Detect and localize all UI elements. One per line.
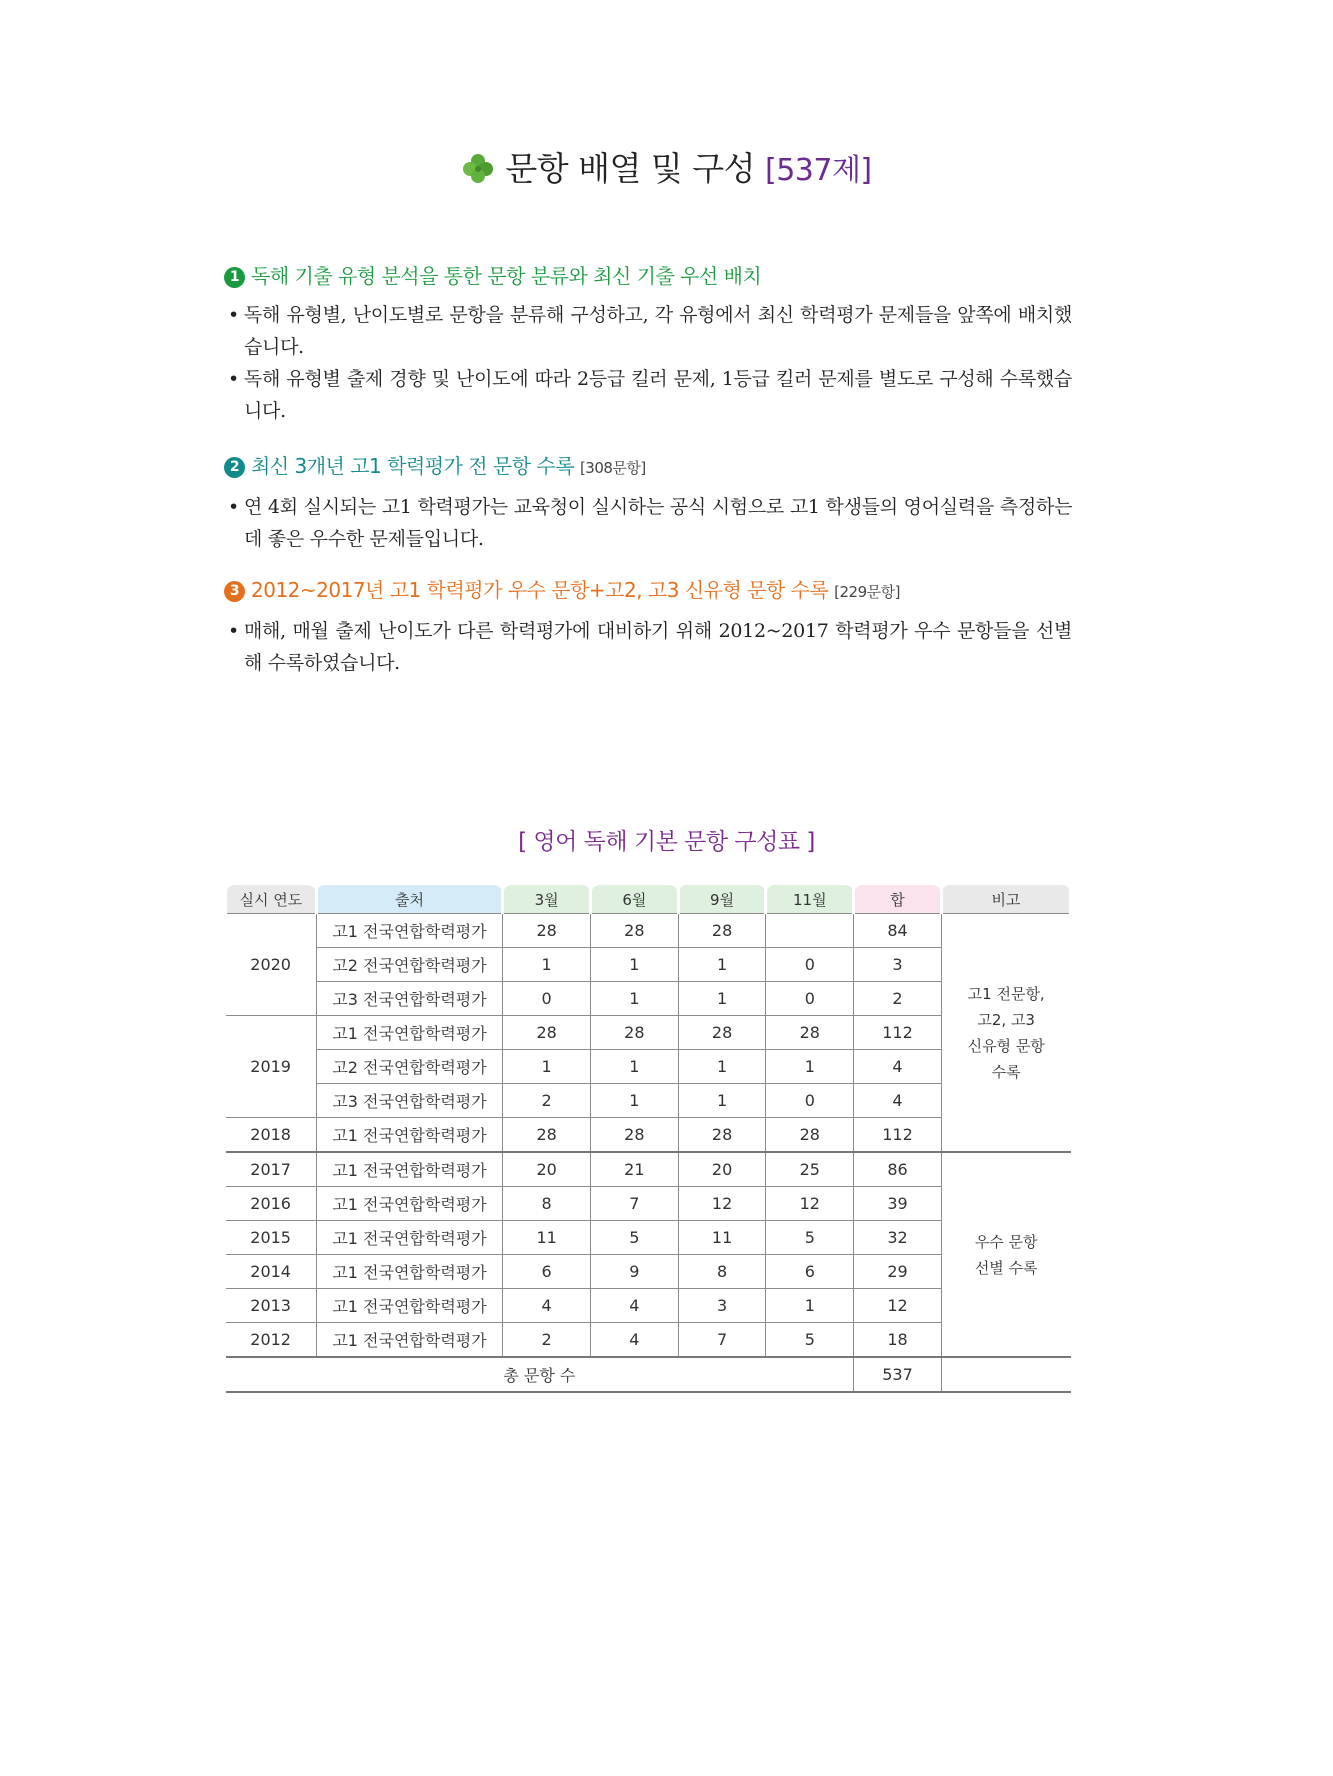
june-cell: 28	[591, 1016, 679, 1050]
november-cell: 5	[766, 1221, 854, 1255]
clover-icon	[461, 152, 495, 194]
note-line: 수록	[991, 1062, 1021, 1081]
june-cell: 9	[591, 1255, 679, 1289]
table-title: [ 영어 독해 기본 문항 구성표 ]	[518, 829, 815, 855]
sum-cell: 84	[854, 914, 942, 948]
note-cell-selected	[941, 1152, 1070, 1357]
section-1-title: 독해 기출 유형 분석을 통한 문항 분류와 최신 기출 우선 배치	[251, 264, 762, 288]
source-cell: 고1 전국연합학력평가	[316, 1118, 503, 1153]
section-2-title: 최신 3개년 고1 학력평가 전 문항 수록	[251, 454, 575, 478]
march-cell: 8	[503, 1187, 591, 1221]
source-cell: 고1 전국연합학력평가	[316, 1323, 503, 1358]
note-cell-recent	[941, 914, 1070, 1153]
november-cell	[766, 914, 854, 948]
header-june: 6월	[591, 885, 679, 914]
march-cell: 28	[503, 914, 591, 948]
november-cell: 0	[766, 1084, 854, 1118]
march-cell: 1	[503, 948, 591, 982]
source-cell: 고1 전국연합학력평가	[316, 914, 503, 948]
note-line: 고1 전문항,	[967, 984, 1045, 1003]
section-1-bullets	[224, 299, 1072, 427]
source-cell: 고1 전국연합학력평가	[316, 1221, 503, 1255]
september-cell: 1	[678, 982, 766, 1016]
june-cell: 4	[591, 1289, 679, 1323]
note-line: 선별 수록	[974, 1258, 1038, 1277]
september-cell: 28	[678, 1118, 766, 1153]
source-cell: 고3 전국연합학력평가	[316, 982, 503, 1016]
header-september: 9월	[678, 885, 766, 914]
september-cell: 28	[678, 914, 766, 948]
source-cell: 고1 전국연합학력평가	[316, 1016, 503, 1050]
june-cell: 4	[591, 1323, 679, 1358]
september-cell: 3	[678, 1289, 766, 1323]
header-note: 비고	[941, 885, 1070, 914]
number-badge-1: 1	[224, 267, 245, 288]
march-cell: 1	[503, 1050, 591, 1084]
number-badge-3: 3	[224, 581, 245, 602]
section-3-bullets	[224, 615, 1072, 679]
march-cell: 28	[503, 1016, 591, 1050]
sum-cell: 4	[854, 1050, 942, 1084]
september-cell: 28	[678, 1016, 766, 1050]
september-cell: 1	[678, 1084, 766, 1118]
november-cell: 0	[766, 982, 854, 1016]
june-cell: 21	[591, 1152, 679, 1187]
sum-cell: 29	[854, 1255, 942, 1289]
september-cell: 7	[678, 1323, 766, 1358]
title-count: [537제]	[764, 153, 872, 188]
header-march: 3월	[503, 885, 591, 914]
sum-cell: 3	[854, 948, 942, 982]
section-3-count: [229문항]	[834, 583, 900, 601]
header-year: 실시 연도	[226, 885, 317, 914]
march-cell: 4	[503, 1289, 591, 1323]
march-cell: 20	[503, 1152, 591, 1187]
november-cell: 1	[766, 1289, 854, 1323]
sum-cell: 18	[854, 1323, 942, 1358]
total-label: 총 문항 수	[226, 1357, 854, 1392]
note-line: 우수 문항	[974, 1232, 1038, 1251]
source-cell: 고1 전국연합학력평가	[316, 1255, 503, 1289]
note-line: 신유형 문항	[967, 1036, 1045, 1055]
section-1-heading	[224, 263, 1072, 289]
source-cell: 고2 전국연합학력평가	[316, 948, 503, 982]
section-2	[224, 453, 1072, 555]
june-cell: 5	[591, 1221, 679, 1255]
september-cell: 20	[678, 1152, 766, 1187]
year-cell: 2018	[226, 1118, 317, 1153]
header-source: 출처	[316, 885, 503, 914]
september-cell: 8	[678, 1255, 766, 1289]
june-cell: 28	[591, 1118, 679, 1153]
page-title	[0, 143, 1333, 194]
bullet-item: • 매해, 매월 출제 난이도가 다른 학력평가에 대비하기 위해 2012~2017 학력평가 우수 문항들을 선별해 수록하였습니다.	[224, 615, 1072, 679]
november-cell: 28	[766, 1118, 854, 1153]
title-main: 문항 배열 및 구성	[505, 149, 755, 188]
september-cell: 12	[678, 1187, 766, 1221]
bullet-item: • 독해 유형별 출제 경향 및 난이도에 따라 2등급 킬러 문제, 1등급 킬러 문제를 별도로 구성해 수록했습니다.	[224, 363, 1072, 427]
header-sum: 합	[854, 885, 942, 914]
year-cell: 2017	[226, 1152, 317, 1187]
march-cell: 0	[503, 982, 591, 1016]
november-cell: 5	[766, 1323, 854, 1358]
composition-table	[224, 885, 1072, 1393]
march-cell: 28	[503, 1118, 591, 1153]
year-cell: 2015	[226, 1221, 317, 1255]
march-cell: 2	[503, 1084, 591, 1118]
june-cell: 28	[591, 914, 679, 948]
sum-cell: 39	[854, 1187, 942, 1221]
june-cell: 7	[591, 1187, 679, 1221]
november-cell: 12	[766, 1187, 854, 1221]
section-3-heading	[224, 577, 1072, 605]
number-badge-2: 2	[224, 457, 245, 478]
table-row	[226, 1152, 1071, 1187]
march-cell: 11	[503, 1221, 591, 1255]
source-cell: 고2 전국연합학력평가	[316, 1050, 503, 1084]
source-cell: 고3 전국연합학력평가	[316, 1084, 503, 1118]
sum-cell: 2	[854, 982, 942, 1016]
year-cell: 2012	[226, 1323, 317, 1358]
november-cell: 1	[766, 1050, 854, 1084]
september-cell: 11	[678, 1221, 766, 1255]
source-cell: 고1 전국연합학력평가	[316, 1152, 503, 1187]
sum-cell: 12	[854, 1289, 942, 1323]
june-cell: 1	[591, 982, 679, 1016]
bullet-item: • 연 4회 실시되는 고1 학력평가는 교육청이 실시하는 공식 시험으로 고1 학생들의 영어실력을 측정하는 데 좋은 우수한 문제들입니다.	[224, 491, 1072, 555]
sum-cell: 4	[854, 1084, 942, 1118]
year-cell: 2014	[226, 1255, 317, 1289]
section-2-bullets	[224, 491, 1072, 555]
november-cell: 25	[766, 1152, 854, 1187]
section-2-heading	[224, 453, 1072, 481]
june-cell: 1	[591, 948, 679, 982]
year-cell: 2019	[226, 1016, 317, 1118]
header-november: 11월	[766, 885, 854, 914]
march-cell: 6	[503, 1255, 591, 1289]
section-3-title: 2012~2017년 고1 학력평가 우수 문항+고2, 고3 신유형 문항 수록	[251, 578, 829, 602]
sum-cell: 86	[854, 1152, 942, 1187]
source-cell: 고1 전국연합학력평가	[316, 1187, 503, 1221]
june-cell: 1	[591, 1084, 679, 1118]
section-1	[224, 263, 1072, 427]
source-cell: 고1 전국연합학력평가	[316, 1289, 503, 1323]
bullet-item: • 독해 유형별, 난이도별로 문항을 분류해 구성하고, 각 유형에서 최신 학력평가 문제들을 앞쪽에 배치했습니다.	[224, 299, 1072, 363]
total-row	[226, 1357, 1071, 1392]
table-header-row	[226, 885, 1071, 914]
year-cell: 2013	[226, 1289, 317, 1323]
table-row	[226, 914, 1071, 948]
section-3	[224, 577, 1072, 679]
september-cell: 1	[678, 1050, 766, 1084]
march-cell: 2	[503, 1323, 591, 1358]
november-cell: 0	[766, 948, 854, 982]
june-cell: 1	[591, 1050, 679, 1084]
note-line: 고2, 고3	[977, 1010, 1035, 1029]
sum-cell: 112	[854, 1016, 942, 1050]
year-cell: 2020	[226, 914, 317, 1016]
section-2-count: [308문항]	[579, 459, 646, 477]
total-note	[941, 1357, 1070, 1392]
year-cell: 2016	[226, 1187, 317, 1221]
sum-cell: 112	[854, 1118, 942, 1153]
september-cell: 1	[678, 948, 766, 982]
november-cell: 6	[766, 1255, 854, 1289]
total-value: 537	[854, 1357, 942, 1392]
november-cell: 28	[766, 1016, 854, 1050]
sum-cell: 32	[854, 1221, 942, 1255]
